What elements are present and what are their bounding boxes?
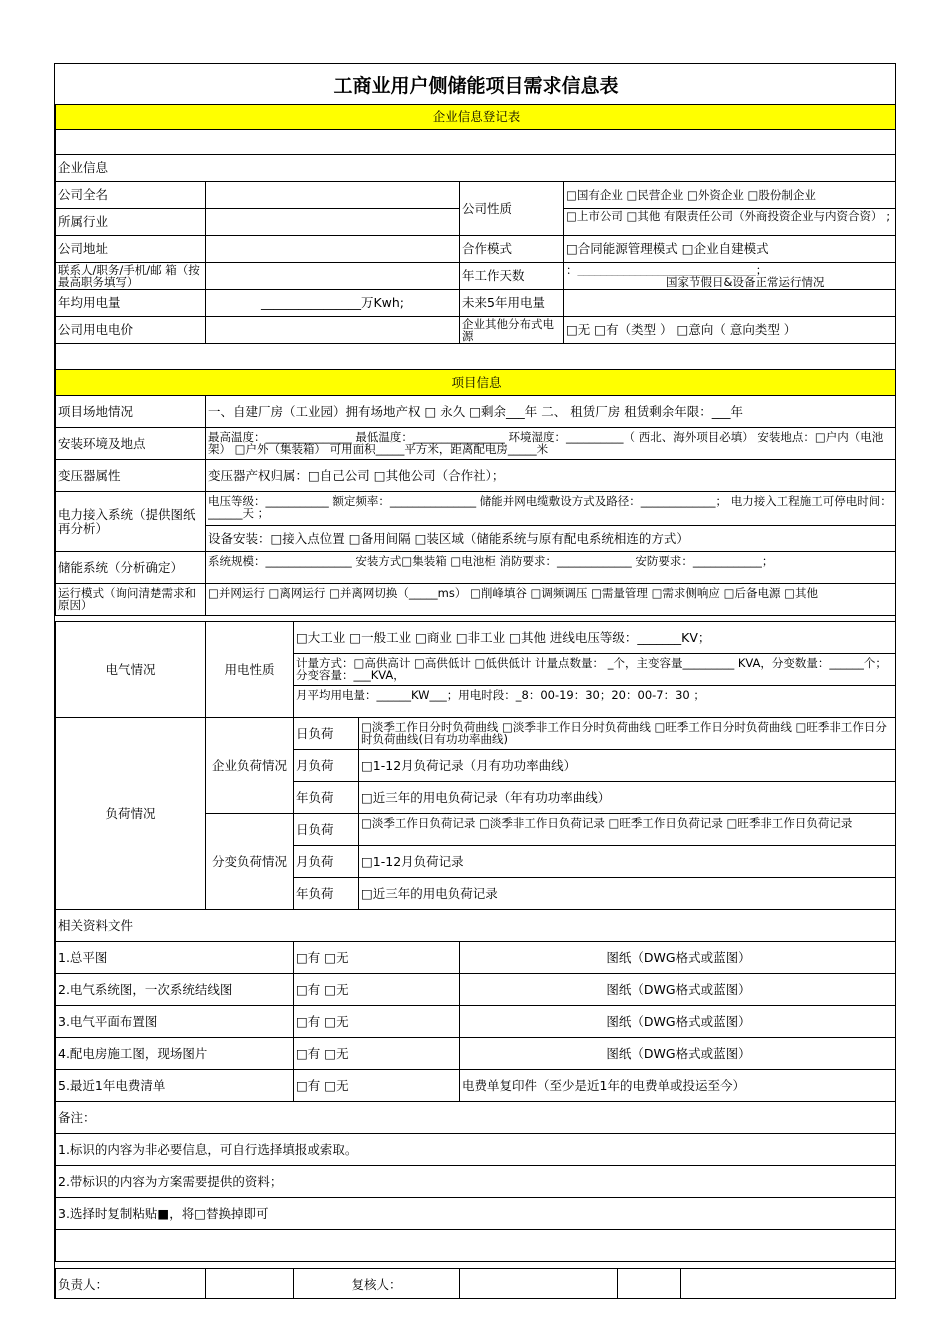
electric-label: 电气情况: [56, 622, 206, 718]
metering-field[interactable]: 计量方式：□高供高计 □高供低计 □低供低计 计量点数量： _个，主变容量_________ KVA，分变数量：______个； 分变容量：___KVA，: [294, 654, 897, 686]
electric-load-table: [55, 621, 896, 910]
storage-field[interactable]: 系统规模：_______________ 安装方式□集装箱 □电池柜 消防要求：_____________ 安防要求：____________；: [206, 552, 897, 584]
enterprise-month-load-options[interactable]: □1-12月负荷记录（月有功功率曲线）: [359, 750, 897, 782]
company-nature-options-1[interactable]: □国有企业 □民营企业 □外资企业 □股份制企业: [564, 182, 897, 209]
doc-item-note: 图纸（DWG格式或蓝图）: [460, 942, 897, 974]
industry-field[interactable]: [206, 209, 460, 236]
doc-item-name: 2.电气系统图，一次系统结线图: [56, 974, 294, 1006]
address-field[interactable]: [206, 236, 460, 263]
env-label: 安装环境及地点: [56, 428, 206, 460]
usage-nature-options[interactable]: □大工业 □一般工业 □商业 □非工业 □其他 进线电压等级：_______KV；: [294, 622, 897, 654]
note-1: 1.标识的内容为非必要信息，可自行选择填报或索取。: [56, 1134, 897, 1166]
enterprise-month-load-label: 月负荷: [294, 750, 359, 782]
doc-item-note: 电费单复印件（至少是近1年的电费单或投运至今）: [460, 1070, 897, 1102]
env-field[interactable]: 最高温度：_______________ 最低温度：________________ 环境湿度：__________（ 西北、海外项目必填） 安装地点：□户内（电池架） □户外（集装箱） 可用面积_____平方米，距离配电房_____米: [206, 428, 897, 460]
enterprise-day-load-options[interactable]: □淡季工作日分时负荷曲线 □淡季非工作日分时负荷曲线 □旺季工作日分时负荷曲线 □旺季非工作日分时负荷曲线(日有功功率曲线): [359, 718, 897, 750]
project-table: [55, 369, 896, 616]
company-table: [55, 104, 896, 371]
sub-month-load-label: 月负荷: [294, 846, 359, 878]
site-label: 项目场地情况: [56, 396, 206, 428]
price-field[interactable]: [206, 317, 460, 344]
doc-item-name: 1.总平图: [56, 942, 294, 974]
industry-label: 所属行业: [56, 209, 206, 236]
transformer-options[interactable]: 变压器产权归属：□自己公司 □其他公司（合作社）；: [206, 460, 897, 492]
doc-item-name: 4.配电房施工图，现场图片: [56, 1038, 294, 1070]
form-sheet: [54, 63, 896, 1299]
site-options[interactable]: 一、自建厂房（工业园）拥有场地产权 □ 永久 □剩余___年 二、 租赁厂房 租赁剩余年限：___年: [206, 396, 897, 428]
enterprise-year-load-label: 年负荷: [294, 782, 359, 814]
enterprise-year-load-options[interactable]: □近三年的用电负荷记录（年有功功率曲线）: [359, 782, 897, 814]
blank-row: [56, 344, 897, 371]
power-access-field[interactable]: 电压等级：___________ 额定频率：_______________ 储能并网电缆敷设方式及路径：_____________； 电力接入工程施工可停电时间：______天 ；: [206, 492, 897, 526]
sub-day-load-options[interactable]: □淡季工作日负荷记录 □淡季非工作日负荷记录 □旺季工作日负荷记录 □旺季非工作日负荷记录: [359, 814, 897, 846]
note-2: 2.带标识的内容为方案需要提供的资料；: [56, 1166, 897, 1198]
date-field[interactable]: [681, 1269, 897, 1300]
note-3: 3.选择时复制粘贴■，将□替换掉即可: [56, 1198, 897, 1230]
equipment-install-options[interactable]: 设备安装：□接入点位置 □备用间隔 □装区域（储能系统与原有配电系统相连的方式）: [206, 526, 897, 552]
blank-row: [56, 1230, 897, 1262]
power-access-label: 电力接入系统（提供图纸再分析）: [56, 492, 206, 552]
doc-item-choice[interactable]: □有 □无: [294, 1038, 460, 1070]
company-name-label: 公司全名: [56, 182, 206, 209]
reviewer-field[interactable]: [460, 1269, 618, 1300]
mode-options[interactable]: □并网运行 □离网运行 □并离网切换（_____ms） □削峰填谷 □调频调压 □需量管理 □需求侧响应 □后备电源 □其他: [206, 584, 897, 616]
signature-table: [55, 1268, 896, 1299]
contact-label: 联系人/职务/手机/邮 箱（按最高职务填写）: [56, 263, 206, 290]
sub-day-load-label: 日负荷: [294, 814, 359, 846]
owner-field[interactable]: [206, 1269, 294, 1300]
docs-label: 相关资料文件: [56, 910, 897, 942]
sub-transformer-load-label: 分变负荷情况: [206, 814, 294, 910]
load-label: 负荷情况: [56, 718, 206, 910]
other-source-label: 企业其他分布式电源: [460, 317, 564, 344]
section-header-company: 企业信息登记表: [56, 105, 897, 130]
future-power-field[interactable]: [564, 290, 897, 317]
doc-item-note: 图纸（DWG格式或蓝图）: [460, 1038, 897, 1070]
doc-item-note: 图纸（DWG格式或蓝图）: [460, 1006, 897, 1038]
doc-item-name: 3.电气平面布置图: [56, 1006, 294, 1038]
company-info-label: 企业信息: [56, 155, 897, 182]
address-label: 公司地址: [56, 236, 206, 263]
mode-label: 运行模式（询问清楚需求和原因）: [56, 584, 206, 616]
sub-year-load-label: 年负荷: [294, 878, 359, 910]
workdays-field[interactable]: ：_______________________________； 国家节假日&设备正常运行情况: [564, 263, 897, 290]
page-title: 工商业用户侧储能项目需求信息表: [333, 74, 619, 97]
company-nature-options-2[interactable]: □上市公司 □其他 有限责任公司（外商投资企业与内资合资） ;: [564, 209, 897, 236]
contact-field[interactable]: [206, 263, 460, 290]
notes-label: 备注：: [56, 1102, 897, 1134]
doc-item-note: 图纸（DWG格式或蓝图）: [460, 974, 897, 1006]
coop-options[interactable]: □合同能源管理模式 □企业自建模式: [564, 236, 897, 263]
enterprise-day-load-label: 日负荷: [294, 718, 359, 750]
usage-nature-label: 用电性质: [206, 622, 294, 718]
doc-item-choice[interactable]: □有 □无: [294, 1070, 460, 1102]
doc-item-choice[interactable]: □有 □无: [294, 1006, 460, 1038]
monthly-power-field[interactable]: 月平均用电量：______KW___；用电时段：_8：00-19：30；20：00-7：30 ；: [294, 686, 897, 718]
doc-item-name: 5.最近1年电费清单: [56, 1070, 294, 1102]
docs-table: [55, 909, 896, 1262]
section-header-project: 项目信息: [56, 370, 897, 396]
coop-label: 合作模式: [460, 236, 564, 263]
price-label: 公司用电电价: [56, 317, 206, 344]
annual-power-field[interactable]: ________________万Kwh;: [206, 290, 460, 317]
future-power-label: 未来5年用电量: [460, 290, 564, 317]
doc-item-choice[interactable]: □有 □无: [294, 942, 460, 974]
reviewer-label: 复核人：: [294, 1269, 460, 1300]
sub-month-load-options[interactable]: □1-12月负荷记录: [359, 846, 897, 878]
date-label-field[interactable]: [618, 1269, 681, 1300]
company-name-field[interactable]: [206, 182, 460, 209]
other-source-options[interactable]: □无 □有（类型 ） □意向（ 意向类型 ）: [564, 317, 897, 344]
annual-power-label: 年均用电量: [56, 290, 206, 317]
blank-row: [56, 130, 897, 155]
doc-item-choice[interactable]: □有 □无: [294, 974, 460, 1006]
company-nature-label: 公司性质: [460, 182, 564, 236]
sub-year-load-options[interactable]: □近三年的用电负荷记录: [359, 878, 897, 910]
enterprise-load-label: 企业负荷情况: [206, 718, 294, 814]
transformer-label: 变压器属性: [56, 460, 206, 492]
owner-label: 负责人：: [56, 1269, 206, 1300]
storage-label: 储能系统（分析确定）: [56, 552, 206, 584]
workdays-label: 年工作天数: [460, 263, 564, 290]
